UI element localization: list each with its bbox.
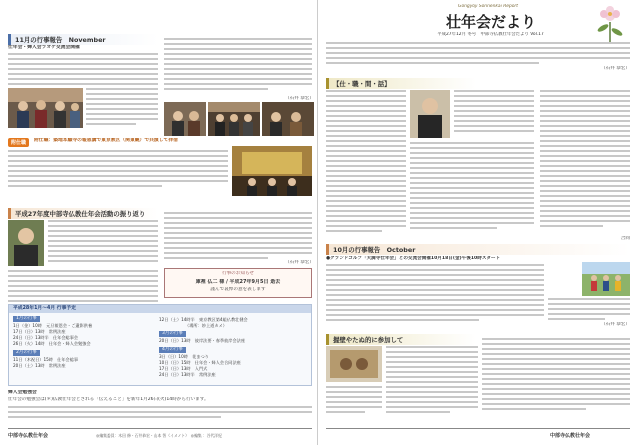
talk-caption: 合同	[620, 236, 630, 241]
event-photo-3	[262, 102, 314, 136]
event-photo-1	[164, 102, 206, 136]
footer-name-right: 中部寺仏教壮年会	[550, 433, 591, 439]
article-text-november-2	[86, 88, 158, 128]
footer-rule	[8, 428, 312, 429]
header-small: Gongyoji Sonnenkai Report	[458, 4, 518, 9]
bottom-text-col1	[386, 346, 478, 420]
event-calendar	[8, 304, 312, 386]
author-caption: （石井 恭宏）	[284, 96, 314, 101]
october-text	[326, 264, 544, 326]
bottom-text-col2	[482, 338, 630, 420]
tanuki-photo	[326, 346, 382, 382]
event-heading: 附仕職：築地本願寺の報恩講で東京教区（関東観）で共演して拝借	[34, 138, 178, 143]
article-text-review-3	[164, 212, 312, 262]
talk-text-col4	[540, 90, 630, 236]
bottom-notice-lines	[8, 406, 312, 422]
calendar-month-3: 3月の行事	[159, 331, 186, 337]
footer-rule-right	[326, 428, 630, 429]
article-text-karaoke	[164, 38, 312, 94]
footer-credits: ◎編集委員：木田 修・石井恭宏・山本 智（イメノト） ◎編集 ：谷代洋紀	[96, 433, 222, 438]
issue-info: 平成27年12月 冬号 中部寺仏教壮年会だより Vol.17	[437, 32, 544, 37]
section-title-bottom: 握壁やたぬ的に参加して	[326, 334, 476, 345]
calendar-row: 24日（日）13時半 仕年会総事会	[13, 335, 79, 340]
event-tag: 附仕職	[8, 138, 29, 147]
newsletter-title: 壮年会だより	[445, 13, 536, 31]
bottom-text-col0	[326, 386, 382, 420]
notice-heading: 庫裡 仏二 様 / 平成27年9月5日 逝去	[195, 279, 281, 285]
calendar-row: 24日（日）13時半 常例法座	[159, 372, 216, 377]
calendar-row: 11日（木祝日）15時 仕年会総事	[13, 357, 79, 362]
bottom-notice-text: 仕年会の勉強会は(＊)仏教仕年会とされる「伝えること」を新年1月26日(火)14時から行います。	[8, 397, 209, 402]
calendar-row: 26日（火）14時 仕年会・婦人会勉強会	[13, 341, 91, 346]
calendar-title: 平成28年1月〜4月 行事予定	[9, 305, 311, 313]
notice-title: 行事のお知らせ	[221, 271, 255, 276]
section-subtitle: 仕年会・婦人会ラオケ交流会開催	[8, 45, 80, 50]
section-title-november: 11月の行事報告 November	[8, 34, 158, 45]
golf-photo	[582, 262, 630, 296]
article-text-review	[48, 220, 158, 266]
bottom-notice-title: 婦人会勉強会	[8, 390, 37, 395]
calendar-month-4: 4月の行事	[159, 347, 186, 353]
footer-name: 中部寺仏教仕年会	[8, 433, 49, 439]
section-title-october: 10月の行事報告 October	[326, 244, 630, 255]
tsukiji-photo	[232, 146, 312, 196]
section-title-review: 平成27年度中部寺仏教仕年会活動の振り返り	[8, 208, 158, 219]
calendar-row: 1日（金）10時 元旦報恩会・ご遺影供養	[13, 323, 93, 328]
calendar-row: 20日（土）13時 常例法座	[13, 363, 66, 368]
review-caption: （石井 恭宏）	[284, 260, 314, 265]
talk-text-col2	[454, 90, 534, 138]
talk-text-col3	[410, 142, 534, 236]
event-photo-2	[208, 102, 260, 136]
right-page	[318, 0, 636, 445]
portrait-photo	[8, 220, 44, 266]
flower-illustration	[588, 2, 632, 46]
intro-caption: （石井 恭宏）	[600, 66, 630, 71]
calendar-month-1: 1月の行事	[13, 316, 40, 322]
calendar-row: （場所：妙上道カメ）	[185, 323, 227, 328]
calendar-row: 17日（日）13時 常例法座	[13, 329, 66, 334]
calendar-row: 3日（日）10時 花まつり	[159, 354, 209, 359]
october-subtitle: ●グランドゴルフ「天満寺仕年会」との交流会開催10月18日(金)午後10時スタート	[326, 256, 501, 261]
section-title-talk: 【仕・職・間・話】	[326, 78, 476, 89]
calendar-row: 12日（土）14時半 東京教区第4組仏教壮健会	[159, 317, 248, 322]
karaoke-photo	[8, 88, 83, 128]
article-text-november	[8, 53, 158, 89]
calendar-row: 17日（日）13時 入門式	[159, 366, 208, 371]
calendar-row: 10日（日）15時 仕年会・婦人会合同法座	[159, 360, 241, 365]
october-caption: （石井 恭宏）	[600, 322, 630, 327]
article-text-tsukiji	[8, 150, 228, 192]
notice-sub: 謹んで哀悼の意を表します	[210, 287, 266, 292]
calendar-row: 20日（日）13時 彼岸法要・春季彼岸会法座	[159, 338, 246, 343]
talk-text-col1	[326, 90, 406, 236]
obituary-notice	[164, 268, 312, 298]
priest-photo	[410, 90, 450, 138]
calendar-month-2: 2月の行事	[13, 350, 40, 356]
